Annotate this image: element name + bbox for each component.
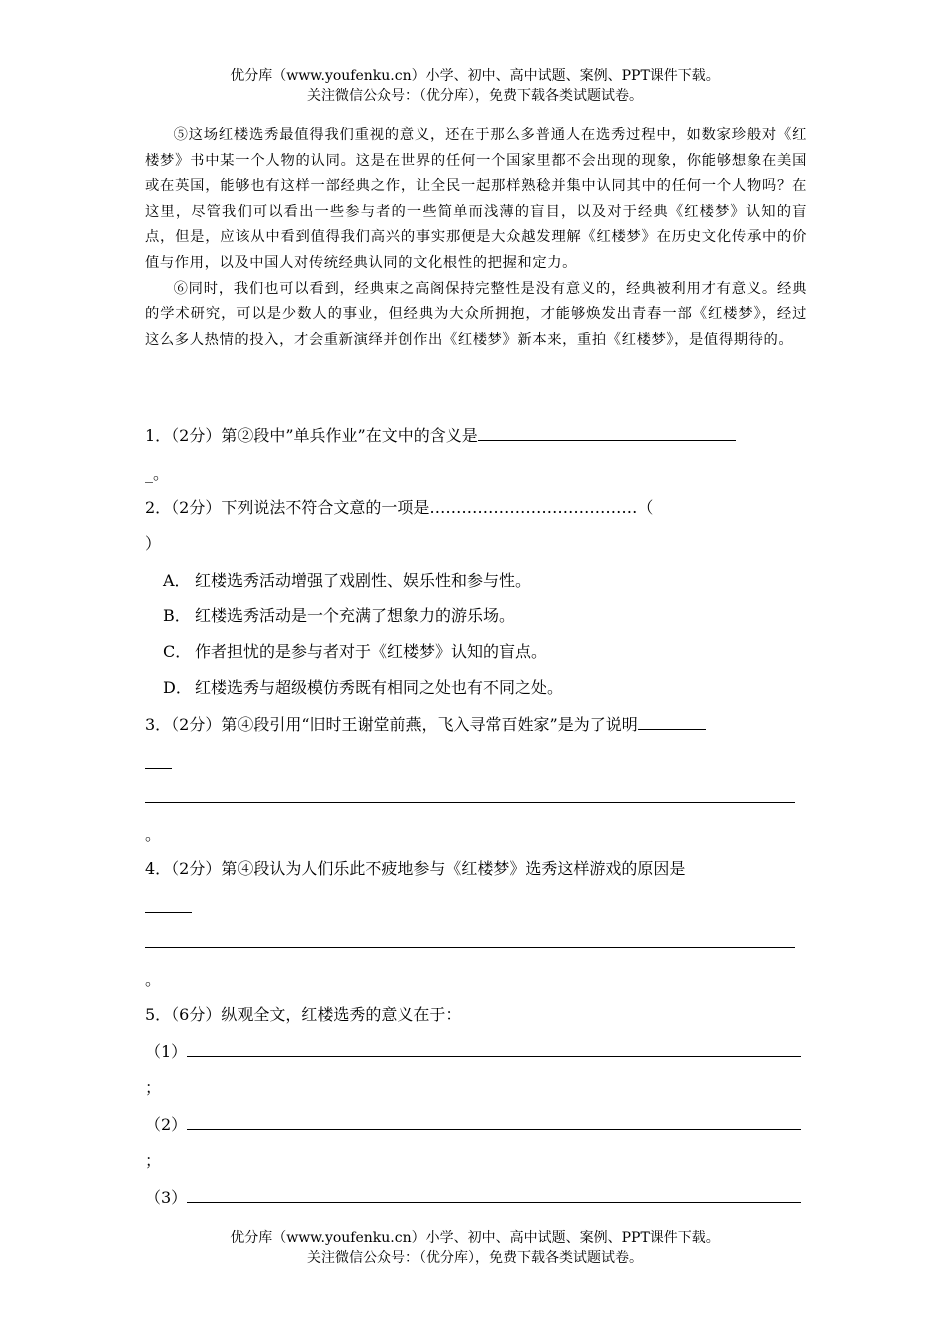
question-1-answer-blank[interactable]	[478, 424, 736, 441]
header-line-1: 优分库（www.youfenku.cn）小学、初中、高中试题、案例、PPT课件下载。	[230, 68, 720, 84]
question-5-item-3	[145, 1186, 807, 1209]
question-3-end: 。	[145, 825, 162, 844]
option-text: 红楼选秀活动是一个充满了想象力的游乐场。	[195, 606, 516, 625]
question-4-end: 。	[145, 970, 162, 989]
reading-passage	[145, 123, 807, 353]
option-letter: B．	[163, 606, 191, 625]
question-4-answer-blank[interactable]	[145, 912, 192, 913]
question-4-text: 4．（2分）第④段认为人们乐此不疲地参与《红楼梦》选秀这样游戏的原因是	[145, 859, 686, 878]
question-2-close: ）	[145, 534, 162, 553]
page-footer	[0, 1228, 950, 1268]
paragraph-6: ⑥同时，我们也可以看到，经典束之高阁保持完整性是没有意义的，经典被利用才有意义。经典的学术研究，可以是少数人的事业，但经典为大众所拥抱，才能够焕发出青春一部《红楼梦》，经过这么多人热情的投入，才会重新演绎并创作出《红楼梦》新本来，重拍《红楼梦》，是值得期待的。	[145, 280, 807, 348]
header-line-2: 关注微信公众号：（优分库），免费下载各类试题试卷。	[307, 88, 643, 104]
footer-line-1: 优分库（www.youfenku.cn）小学、初中、高中试题、案例、PPT课件下载。	[230, 1230, 720, 1246]
question-1	[145, 424, 807, 447]
question-5-item-1	[145, 1040, 807, 1063]
question-1-text: 1．（2分）第②段中”单兵作业”在文中的含义是	[145, 426, 478, 445]
question-5-text: 5．（6分）纵观全文，红楼选秀的意义在于：	[145, 1005, 462, 1024]
question-5-item-2-blank[interactable]	[187, 1113, 801, 1130]
option-letter: D．	[163, 678, 192, 697]
question-3-answer-line[interactable]	[145, 802, 795, 803]
option-letter: C．	[163, 642, 192, 661]
question-5-item-1-end: ；	[145, 1078, 162, 1097]
option-d[interactable]	[163, 677, 563, 699]
item-label: （2）	[145, 1115, 188, 1134]
question-4-answer-line[interactable]	[145, 947, 795, 948]
question-2-text: 2．（2分）下列说法不符合文意的一项是…………………………………（	[145, 498, 654, 517]
option-letter: A．	[163, 571, 191, 590]
option-text: 红楼选秀与超级模仿秀既有相同之处也有不同之处。	[195, 678, 564, 697]
question-1-tail: _。	[145, 464, 170, 483]
question-3-text: 3．（2分）第④段引用“旧时王谢堂前燕，飞入寻常百姓家”是为了说明	[145, 715, 638, 734]
item-label: （3）	[145, 1188, 188, 1207]
page-header	[0, 66, 950, 106]
option-a[interactable]	[163, 570, 531, 592]
question-5-item-3-blank[interactable]	[187, 1186, 801, 1203]
item-label: （1）	[145, 1042, 188, 1061]
question-5-item-2	[145, 1113, 807, 1136]
question-5-item-1-blank[interactable]	[187, 1040, 801, 1057]
footer-line-2: 关注微信公众号：（优分库），免费下载各类试题试卷。	[307, 1250, 643, 1266]
question-3	[145, 713, 807, 736]
option-text: 红楼选秀活动增强了戏剧性、娱乐性和参与性。	[195, 571, 532, 590]
question-3-blank-continued[interactable]	[145, 768, 172, 769]
option-text: 作者担忧的是参与者对于《红楼梦》认知的盲点。	[195, 642, 548, 661]
option-c[interactable]	[163, 641, 547, 663]
question-5-item-2-end: ；	[145, 1151, 162, 1170]
option-b[interactable]	[163, 605, 515, 627]
paragraph-5: ⑤这场红楼选秀最值得我们重视的意义，还在于那么多普通人在选秀过程中，如数家珍般对《红楼梦》书中某一个人物的认同。这是在世界的任何一个国家里都不会出现的现象，你能够想象在美国或在英国，能够也有这样一部经典之作，让全民一起那样熟稔并集中认同其中的任何一个人物吗？在这里，尽管我们可以看出一些参与者的一些简单而浅薄的盲目，以及对于经典《红楼梦》认知的盲点，但是，应该从中看到值得我们高兴的事实那便是大众越发理解《红楼梦》在历史文化传承中的价值与作用，以及中国人对传统经典认同的文化根性的把握和定力。	[145, 127, 807, 271]
question-3-answer-blank[interactable]	[638, 713, 706, 730]
